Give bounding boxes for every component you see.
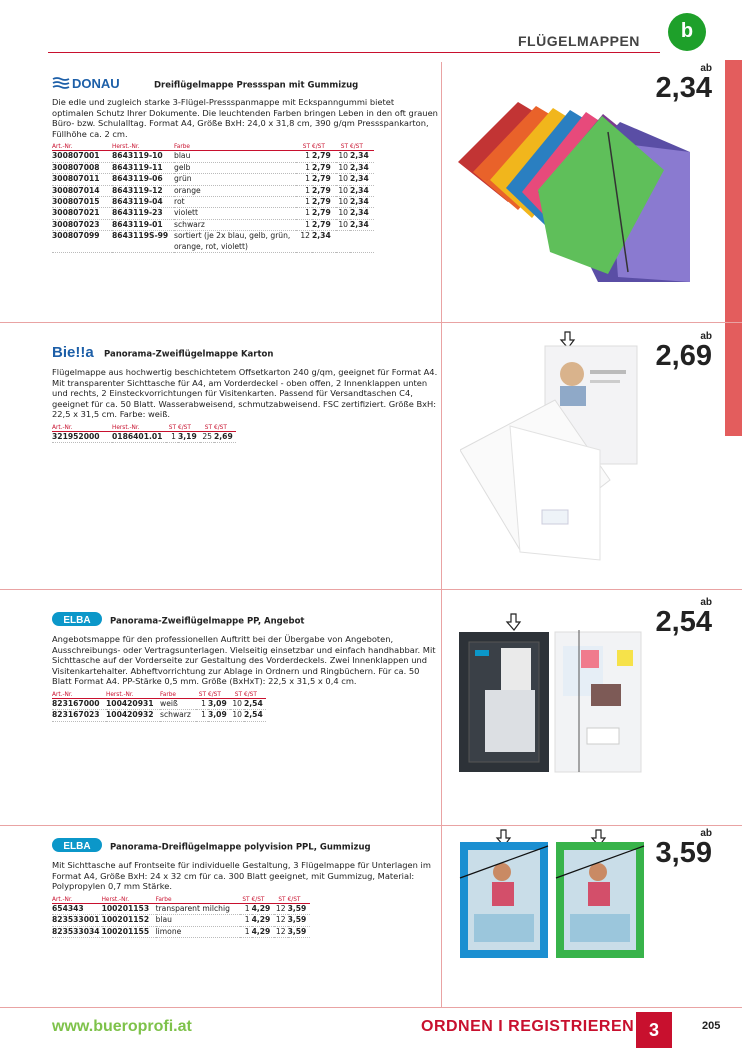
table-cell: 2,79 [312, 197, 336, 208]
table-cell: 2,79 [312, 185, 336, 196]
article-table [52, 897, 310, 938]
table-cell: 2,34 [350, 162, 374, 173]
product-description: Die edle und zugleich starke 3-Flügel-Pressspanmappe mit Eckspanngummi bietet optimalen Schutz Ihrer Dokumente. Die leuchtenden Farben bringen Leben in den oft grauen Büro- bzw. Schulalltag. Format A4, Größe BxH: 24,0 x 31,8 cm, 390 g/qm Pressspankarton, Füllhöhe ca. 2 cm. [52, 97, 438, 139]
col-header: €/ST [208, 692, 230, 699]
table-cell: 10 [336, 208, 350, 219]
product-description: Flügelmappe aus hochwertig beschichtetem Offsetkarton 240 g/qm, geeignet für Format A4. Mit transparenter Sichttasche für A4, am Vorderdeckel - oben offen, 2 Innenklappen unten und rechts, 2 Einsteckvorrichtungen für Visitenkarten. Passend für Versandtaschen C4, geeignet für ca. 50 Blatt. Wasserabweisend, schmutzabweisend. FSC zertifiziert. Größe BxH: 22,5 x 31,5 cm. Farbe: weiß. [52, 367, 438, 420]
table-cell: 300807023 [52, 219, 112, 230]
table-cell: 10 [230, 698, 244, 709]
table-row [52, 431, 236, 442]
row-divider [0, 589, 742, 590]
table-cell: 300807099 [52, 231, 112, 253]
col-header: ST [336, 144, 350, 151]
elba-logo [52, 837, 104, 857]
table-row [52, 915, 310, 926]
table-row [52, 219, 374, 230]
product-description: Mit Sichttasche auf Frontseite für individuelle Gestaltung, 3 Flügelmappe für Unterlagen im Format A4, Größe BxH: 24 x 32 cm für ca. 300 Blatt geeignet, mit Gummizug, Material: Polypropylen 0,7 mm Stärke. [52, 860, 431, 892]
table-cell: 300807021 [52, 208, 112, 219]
table-cell: 1 [296, 174, 312, 185]
price-value: 2,69 [655, 340, 712, 372]
table-cell: 2,34 [350, 151, 374, 162]
table-cell: 12 [274, 926, 288, 937]
elba-logo [52, 611, 104, 631]
table-cell: 8643119-12 [112, 185, 174, 196]
table-cell: 4,29 [252, 915, 274, 926]
table-cell: blau [174, 151, 296, 162]
table-cell: 3,59 [288, 915, 310, 926]
col-header: Herst.-Nr. [112, 144, 174, 151]
table-cell: 2,54 [244, 698, 266, 709]
table-cell: 100420932 [106, 710, 160, 721]
footer-website[interactable]: www.bueroprofi.at [52, 1018, 192, 1035]
table-row [52, 197, 374, 208]
table-cell: violett [174, 208, 296, 219]
table-cell: transparent milchig [156, 903, 240, 914]
table-cell: sortiert (je 2x blau, gelb, grün, orange, rot, violett) [174, 231, 296, 253]
product-elba-zweifluegelmappe-pp [52, 611, 438, 722]
table-cell: 3,59 [288, 903, 310, 914]
table-cell: 12 [274, 915, 288, 926]
row-divider [0, 825, 742, 826]
table-cell: 321952000 [52, 431, 112, 442]
col-header: Herst.-Nr. [102, 897, 156, 904]
product-title-row [52, 837, 438, 857]
product-title: Panorama-Dreiflügelmappe polyvision PPL, Gummizug [109, 842, 371, 853]
table-row [52, 231, 374, 253]
col-header: €/ST [288, 897, 310, 904]
table-cell: 10 [336, 185, 350, 196]
table-cell: 2,34 [350, 208, 374, 219]
table-cell: 1 [196, 710, 208, 721]
header-divider [48, 52, 660, 53]
table-row [52, 151, 374, 162]
table-cell: 300807011 [52, 174, 112, 185]
table-cell: 25 [200, 431, 214, 442]
table-cell: 654343 [52, 903, 102, 914]
table-cell: 823167000 [52, 698, 106, 709]
table-row [52, 698, 266, 709]
price-prefix: ab [700, 828, 712, 839]
table-cell: 2,79 [312, 162, 336, 173]
table-cell: 2,79 [312, 174, 336, 185]
price-value: 3,59 [655, 837, 712, 869]
page-number: 205 [702, 1020, 721, 1032]
col-header: ST [230, 692, 244, 699]
table-cell: 8643119-11 [112, 162, 174, 173]
price-tag [656, 829, 712, 867]
product-title: Dreiflügelmappe Pressspan mit Gummizug [153, 80, 359, 91]
table-cell: 100201152 [102, 915, 156, 926]
table-cell: 823533034 [52, 926, 100, 936]
col-header: Farbe [160, 692, 196, 699]
table-cell: 1 [296, 162, 312, 173]
pp-folder-image [455, 610, 645, 780]
table-cell: 2,34 [350, 174, 374, 185]
product-description: Angebotsmappe für den professionellen Auftritt bei der Übergabe von Angeboten, Ausschreibungs- oder Vertragsunterlagen. Vielseitig einsetzbar und einfach handhabbar. Mit Sichttasche auf der Vorderseite zur Gestaltung des Vorderdeckels. Zwei Innenklappen und Visitenkartehalter. Abheftvorrichtung zur Ablage in Ordnern und Ringbüchern. Für ca. 50 Blatt Format A4. PP-Stärke 0,5 mm. Größe (BxHxT): 22,5 x 31,5 x 0,4 cm. [52, 634, 436, 687]
table-cell: 1 [240, 915, 252, 926]
row-divider [0, 1007, 742, 1008]
section-badge: b [668, 13, 706, 51]
table-cell: 2,34 [312, 231, 336, 253]
table-cell: grün [174, 174, 296, 185]
table-cell: 10 [336, 162, 350, 173]
product-biella-zweifluegelmappe [52, 344, 438, 443]
table-cell: 4,29 [252, 926, 274, 937]
table-cell: schwarz [174, 219, 296, 230]
price-tag [656, 598, 712, 636]
table-cell: 2,79 [312, 219, 336, 230]
table-cell: 1 [296, 197, 312, 208]
article-table [52, 425, 236, 443]
table-cell: 2,79 [312, 151, 336, 162]
side-register-tab [725, 60, 742, 436]
col-header: Art.-Nr. [52, 425, 112, 432]
table-cell: 0186401.01 [112, 431, 166, 442]
footer-section-title: ORDNEN I REGISTRIEREN [421, 1018, 635, 1035]
col-header: Herst.-Nr. [106, 692, 160, 699]
col-header: Art.-Nr. [52, 692, 106, 699]
table-cell: 1 [240, 903, 252, 914]
table-cell: 100201155 [102, 926, 156, 937]
biella-logo [52, 344, 98, 364]
table-cell: 1 [240, 926, 252, 937]
table-cell: 1 [196, 698, 208, 709]
footer-section-number: 3 [636, 1012, 672, 1048]
table-cell: 2,79 [312, 208, 336, 219]
product-title-row [52, 344, 438, 364]
table-cell: 8643119-10 [112, 151, 174, 162]
table-cell: 10 [336, 151, 350, 162]
table-row [52, 208, 374, 219]
table-cell: 2,34 [350, 197, 374, 208]
table-cell: 3,19 [178, 431, 200, 442]
price-value: 2,54 [655, 606, 712, 638]
product-title-row [52, 611, 438, 631]
col-header: ST [274, 897, 288, 904]
col-header: Farbe [174, 144, 296, 151]
donau-logo [52, 76, 148, 94]
table-cell: 2,34 [350, 185, 374, 196]
column-divider [441, 62, 442, 1007]
table-row [52, 162, 374, 173]
col-header: Art.-Nr. [52, 144, 112, 151]
polyvision-folder-image [458, 828, 648, 960]
table-cell: 1 [166, 431, 178, 442]
table-cell: 8643119S-99 [112, 231, 174, 253]
table-cell: 8643119-23 [112, 208, 174, 219]
table-cell: 300807014 [52, 185, 112, 196]
table-cell: 2,54 [244, 710, 266, 721]
white-folder-image [460, 330, 650, 580]
table-row [52, 710, 266, 721]
table-cell: 2,69 [214, 431, 236, 442]
svg-text:Bie!!a: Bie!!a [52, 344, 94, 360]
page-section-title: FLÜGELMAPPEN [518, 33, 640, 49]
col-header: ST [296, 144, 312, 151]
col-header: €/ST [244, 692, 266, 699]
col-header: Art.-Nr. [52, 897, 102, 904]
price-prefix: ab [700, 597, 712, 608]
svg-text:ELBA: ELBA [63, 615, 91, 626]
price-tag [656, 332, 712, 370]
svg-text:DONAU: DONAU [72, 76, 120, 90]
table-cell: 100201153 [102, 903, 156, 914]
row-divider [0, 322, 742, 323]
table-row [52, 926, 310, 937]
product-title-row [52, 76, 438, 94]
table-cell: 1 [296, 151, 312, 162]
col-header: ST [200, 425, 214, 432]
table-cell: 4,29 [252, 903, 274, 914]
col-header: ST [240, 897, 252, 904]
product-donau-dreifluegelmappe [52, 76, 438, 253]
col-header: ST [166, 425, 178, 432]
price-value: 2,34 [655, 72, 712, 104]
col-header: Herst.-Nr. [112, 425, 166, 432]
table-cell: 10 [336, 197, 350, 208]
product-elba-dreifluegelmappe-polyvision [52, 837, 438, 938]
table-row [52, 185, 374, 196]
table-cell: orange [174, 185, 296, 196]
col-header: Farbe [156, 897, 240, 904]
table-cell: 1 [296, 185, 312, 196]
table-cell: 3,59 [288, 926, 310, 937]
table-cell: 3,09 [208, 710, 230, 721]
table-cell: 300807008 [52, 162, 112, 173]
svg-text:ELBA: ELBA [63, 841, 91, 852]
col-header: €/ST [214, 425, 236, 432]
col-header: ST [196, 692, 208, 699]
article-table [52, 692, 266, 722]
table-cell: 823533001 [52, 915, 100, 925]
price-prefix: ab [700, 331, 712, 342]
table-cell: 8643119-01 [112, 219, 174, 230]
table-cell: 10 [230, 710, 244, 721]
table-cell: 12 [274, 903, 288, 914]
table-cell: 10 [336, 174, 350, 185]
table-cell: 8643119-04 [112, 197, 174, 208]
folder-fan-image [458, 92, 718, 292]
table-cell: 300807001 [52, 151, 112, 162]
table-cell: schwarz [160, 710, 196, 721]
product-title: Panorama-Zweiflügelmappe PP, Angebot [109, 616, 305, 627]
table-cell: 3,09 [208, 698, 230, 709]
table-cell: 12 [296, 231, 312, 253]
table-cell: 823167023 [52, 710, 106, 721]
col-header: €/ST [350, 144, 374, 151]
table-row [52, 174, 374, 185]
table-cell: rot [174, 197, 296, 208]
price-prefix: ab [700, 63, 712, 74]
table-cell [336, 231, 350, 253]
col-header: €/ST [178, 425, 200, 432]
table-cell: blau [156, 915, 240, 926]
table-cell: 10 [336, 219, 350, 230]
table-cell: 8643119-06 [112, 174, 174, 185]
table-cell: weiß [160, 698, 196, 709]
table-cell [350, 231, 374, 253]
table-cell: 2,34 [350, 219, 374, 230]
table-cell: 300807015 [52, 197, 112, 208]
col-header: €/ST [312, 144, 336, 151]
col-header: €/ST [252, 897, 274, 904]
article-table [52, 144, 374, 253]
table-cell: 1 [296, 208, 312, 219]
table-row [52, 903, 310, 914]
table-cell: 100420931 [106, 698, 160, 709]
table-cell: gelb [174, 162, 296, 173]
product-title: Panorama-Zweiflügelmappe Karton [103, 349, 274, 360]
table-cell: limone [156, 926, 240, 937]
table-cell: 1 [296, 219, 312, 230]
